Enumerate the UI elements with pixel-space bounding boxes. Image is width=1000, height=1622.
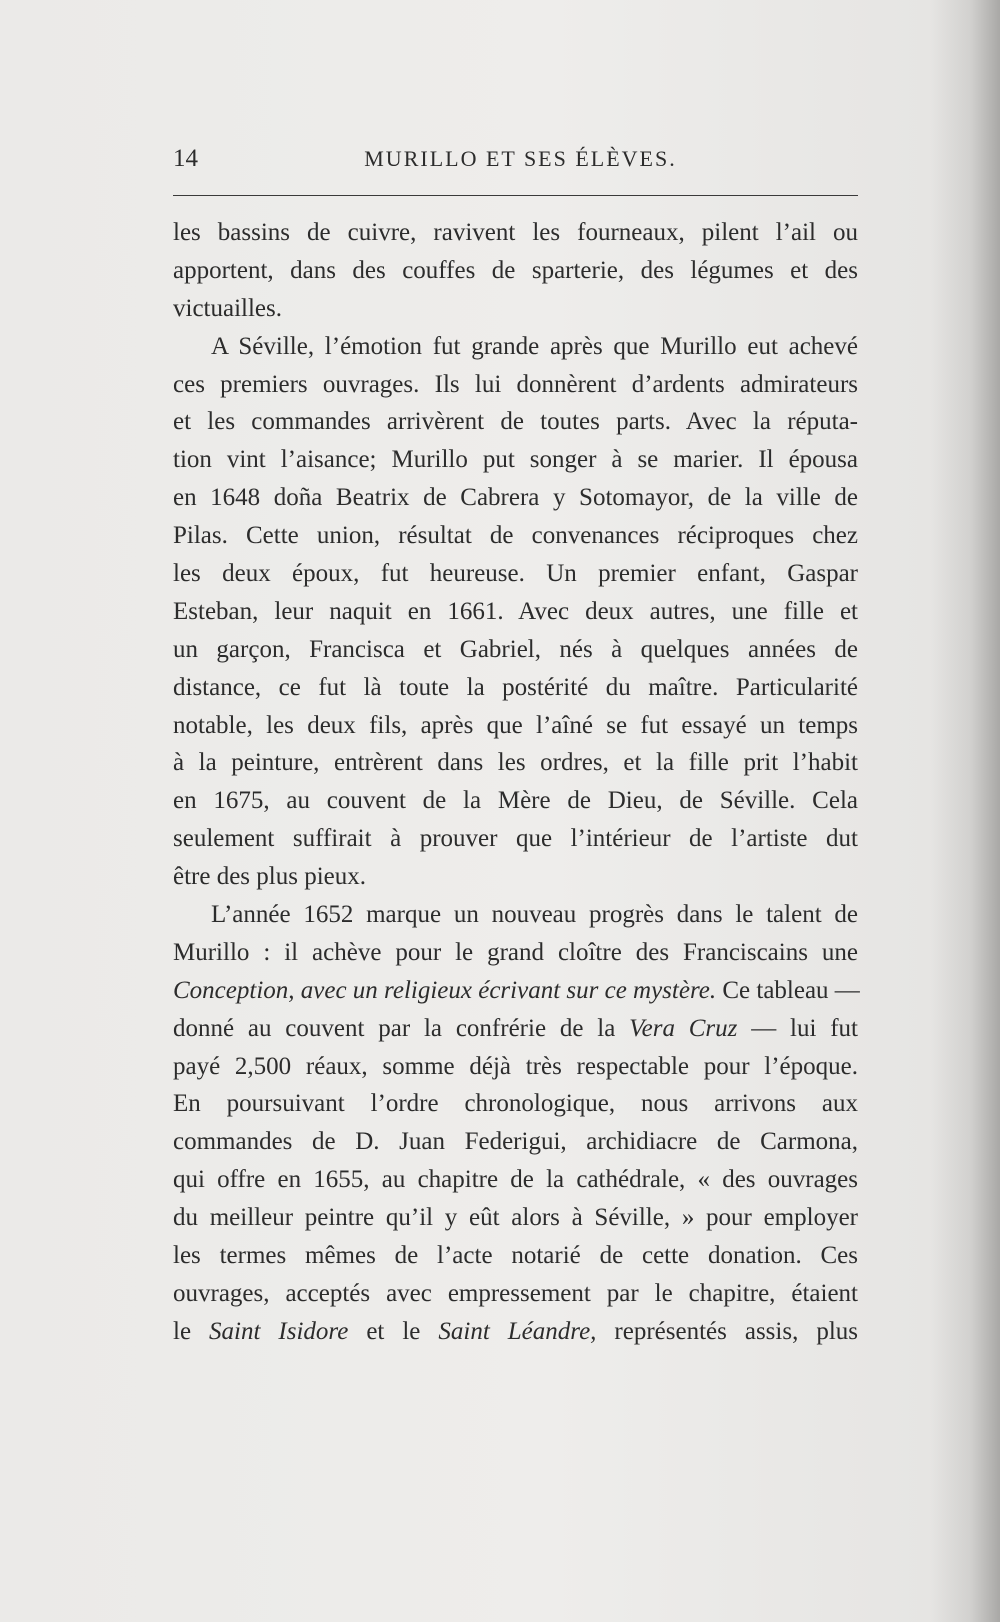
text-line: [173, 782, 858, 820]
text-line: [173, 669, 858, 707]
text-run: ces premiers ouvrages. Ils lui donnèrent d’ardents admirateurs: [173, 370, 858, 398]
text-line: [173, 1085, 858, 1123]
text-line: [173, 479, 858, 517]
text-run: ouvrages, acceptés avec empressement par le chapitre, étaient: [173, 1279, 858, 1307]
text-run: à la peinture, entrèrent dans les ordres, et la fille prit l’habit: [173, 749, 858, 777]
text-run: payé 2,500 réaux, somme déjà très respectable pour l’époque.: [173, 1052, 858, 1080]
text-line: [173, 328, 858, 366]
text-line: [173, 707, 858, 745]
text-run: Ce tableau —: [716, 976, 860, 1004]
text-line: [173, 631, 858, 669]
text-line: [173, 972, 858, 1010]
text-run: notable, les deux fils, après que l’aîné se fut essayé un temps: [173, 711, 858, 739]
text-run: du meilleur peintre qu’il y eût alors à Séville, » pour employer: [173, 1204, 858, 1232]
italic-text: Saint Isidore: [209, 1317, 349, 1345]
text-line: [173, 593, 858, 631]
text-line: [173, 1313, 858, 1351]
text-run: commandes de D. Juan Federigui, archidiacre de Carmona,: [173, 1128, 858, 1156]
text-run: Esteban, leur naquit en 1661. Avec deux autres, une fille et: [173, 597, 858, 625]
text-run: seulement suffirait à prouver que l’intérieur de l’artiste dut: [173, 825, 858, 853]
text-line: [173, 1010, 858, 1048]
text-run: et le: [348, 1317, 439, 1345]
italic-text: Vera Cruz: [629, 1014, 738, 1042]
text-line: [173, 1161, 858, 1199]
text-line: [173, 517, 858, 555]
text-run: représentés assis, plus: [596, 1317, 858, 1345]
italic-text: Saint Léandre,: [438, 1317, 597, 1345]
text-line: [173, 1237, 858, 1275]
text-line: [173, 214, 858, 252]
text-line: [173, 441, 858, 479]
text-run: qui offre en 1655, au chapitre de la cathédrale, « des ouvrages: [173, 1166, 858, 1194]
text-line: [173, 290, 858, 328]
text-run: le: [173, 1317, 210, 1345]
text-line: [173, 934, 858, 972]
text-run: tion vint l’aisance; Murillo put songer à se marier. Il épousa: [173, 446, 858, 474]
text-line: [173, 555, 858, 593]
body-text: [173, 214, 858, 1351]
text-line: [173, 366, 858, 404]
text-line: [173, 744, 858, 782]
running-title: MURILLO ET SES ÉLÈVES.: [364, 146, 677, 171]
text-run: A Séville, l’émotion fut grande après que Murillo eut achevé: [211, 332, 858, 360]
text-run: en 1675, au couvent de la Mère de Dieu, de Séville. Cela: [173, 787, 858, 815]
text-line: [173, 1123, 858, 1161]
text-line: [173, 1199, 858, 1237]
text-run: Murillo : il achève pour le grand cloître des Franciscains une: [173, 938, 858, 966]
text-run: être des plus pieux.: [173, 863, 367, 891]
italic-text: Conception, avec un religieux écrivant sur ce mystère.: [173, 976, 717, 1004]
text-line: [173, 403, 858, 441]
page-header: [173, 145, 858, 181]
text-run: les bassins de cuivre, ravivent les fourneaux, pilent l’ail ou: [173, 219, 858, 246]
text-line: [173, 858, 858, 896]
text-line: [173, 252, 858, 290]
text-run: un garçon, Francisca et Gabriel, nés à quelques années de: [173, 635, 858, 663]
text-run: distance, ce fut là toute la postérité du maître. Particularité: [173, 673, 858, 701]
text-run: L’année 1652 marque un nouveau progrès dans le talent de: [211, 901, 858, 929]
text-run: en 1648 doña Beatrix de Cabrera y Sotomayor, de la ville de: [173, 484, 858, 512]
text-line: [173, 820, 858, 858]
text-run: donné au couvent par la confrérie de la: [173, 1014, 630, 1042]
text-run: et les commandes arrivèrent de toutes parts. Avec la réputa-: [173, 408, 858, 436]
text-run: apportent, dans des couffes de sparterie, des légumes et des: [173, 256, 858, 284]
text-run: les termes mêmes de l’acte notarié de cette donation. Ces: [173, 1242, 858, 1270]
page-number: 14: [173, 145, 198, 172]
text-line: [173, 896, 858, 934]
header-rule: [173, 195, 858, 196]
text-run: victuailles.: [173, 294, 282, 322]
text-line: [173, 1275, 858, 1313]
text-run: Pilas. Cette union, résultat de convenances réciproques chez: [173, 522, 858, 550]
text-line: [173, 1048, 858, 1086]
text-run: — lui fut: [737, 1014, 858, 1042]
text-run: En poursuivant l’ordre chronologique, nous arrivons aux: [173, 1090, 858, 1118]
text-run: les deux époux, fut heureuse. Un premier enfant, Gaspar: [173, 560, 858, 588]
